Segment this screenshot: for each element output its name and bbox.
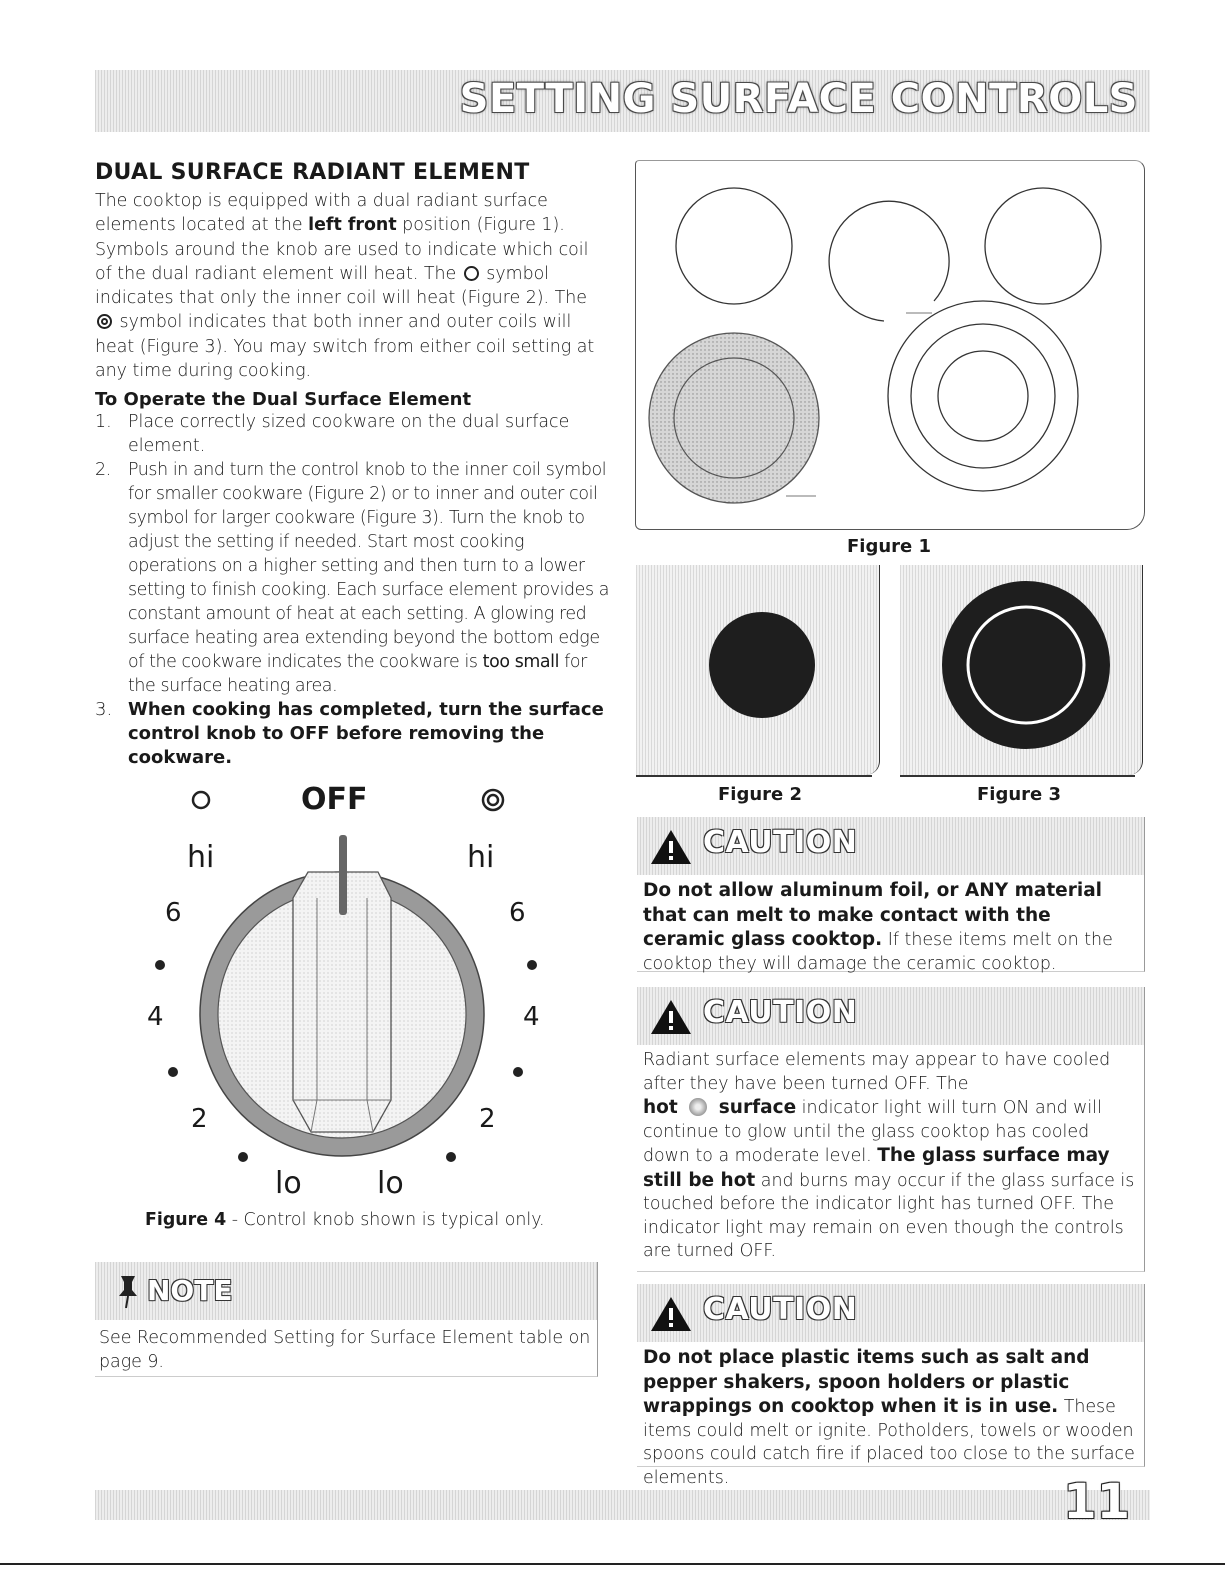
step-number: 2.: [95, 460, 111, 481]
note-header: [95, 1262, 597, 1320]
caution-lead: Do not allow aluminum foil, or ANY material that can melt to make contact with the ceramic glass cooktop.: [643, 880, 1103, 950]
caution-body-2: indicator light will turn ON and will continue to glow until the glass cooktop has cooled down to a moderate level.: [643, 1098, 1102, 1166]
intro-bold: left front: [308, 215, 397, 236]
control-knob-figure: [95, 780, 610, 1230]
caution-hot: hot: [643, 1097, 678, 1118]
figure-1-label: Figure 1: [847, 536, 932, 557]
caution-body: These items could melt or ignite. Potholders, towels or wooden spoons could catch fire if placed too close to the surface elements.: [643, 1397, 1135, 1488]
figure-3-label: Figure 3: [977, 784, 1062, 805]
caution-lead: Do not place plastic items such as salt and pepper shakers, spoon holders or plastic wrappings on cooktop when it is in use.: [643, 1347, 1090, 1417]
knob-six-right: 6: [509, 898, 526, 928]
caution-body-3: and burns may occur if the glass surface is touched before the indicator light has turned OFF. The indicator light may remain on even though the controls are turned OFF.: [643, 1170, 1135, 1261]
caution-body: If these items melt on the cooktop they will damage the ceramic cooktop.: [643, 930, 1113, 974]
list-item: [95, 410, 610, 458]
warning-icon: [649, 1294, 693, 1334]
caution-surface: surface: [718, 1097, 797, 1118]
intro-text-2: position (Figure 1). Symbols around the knob are used to indicate which coil of the dual radiant element will heat. The: [95, 215, 589, 284]
inner-coil-heating-icon: [636, 565, 880, 775]
figure-4-label: Figure 4: [145, 1210, 227, 1230]
knob-four-left: 4: [147, 1002, 164, 1032]
figure-2-baseline: [636, 775, 872, 777]
intro-text-3: symbol indicates that only the inner coil will heat (Figure 2). The: [95, 263, 587, 309]
step-text: When cooking has completed, turn the surface control knob to OFF before removing the cookware.: [128, 699, 604, 769]
caution-text: [637, 875, 1144, 980]
figure-2-label: Figure 2: [718, 784, 803, 805]
step-number: 1.: [95, 412, 112, 433]
step-text: Push in and turn the control knob to the inner coil symbol for smaller cookware (Figure 2) or to inner and outer coil symbol for larger cookware (Figure 3). Turn the knob to adjust the setting if needed. Start most cooking operations on a higher setting and then turn to a lower setting to finish cooking. Each surface element provides a constant amount of heat at each setting. A glowing red surface heating area extending beyond the bottom edge of the cookware indicates the cookware is: [128, 460, 610, 673]
warning-icon: [649, 997, 693, 1037]
figure-4-text: - Control knob shown is typical only.: [226, 1210, 545, 1230]
list-item: [95, 458, 610, 698]
figure-3-baseline: [900, 775, 1135, 777]
warning-icon: [649, 827, 693, 867]
caution-title: CAUTION: [703, 995, 858, 1030]
intro-paragraph: [95, 189, 610, 383]
footer-bar: [95, 1490, 1150, 1520]
caution-header: [637, 1284, 1144, 1342]
inner-coil-symbol-icon: [464, 266, 479, 281]
note-box: [95, 1262, 598, 1377]
caution-box-3: [637, 1284, 1145, 1488]
figure-4-caption: [145, 1210, 545, 1230]
caution-bold-2: The glass surface may still be hot: [643, 1145, 1110, 1191]
header-banner: [95, 70, 1150, 132]
list-item: [95, 698, 610, 770]
step-text: Place correctly sized cookware on the dual surface element.: [128, 412, 570, 457]
dual-coil-symbol-icon: [97, 314, 112, 329]
knob-six-left: 6: [165, 898, 182, 928]
caution-header: [637, 817, 1144, 875]
section-heading: DUAL SURFACE RADIANT ELEMENT: [95, 160, 530, 185]
intro-text-1: The cooktop is equipped with a dual radiant surface elements located at the: [95, 191, 548, 236]
page-number: 11: [1063, 1474, 1130, 1530]
dual-coil-heating-icon: [900, 565, 1143, 775]
caution-box-1: [637, 817, 1145, 972]
knob-off-label: OFF: [301, 782, 368, 817]
caution-header: [637, 987, 1144, 1045]
knob-lo-left: lo: [275, 1166, 302, 1201]
figure-3-dual-coil: [900, 565, 1143, 775]
intro-text-4: symbol indicates that both inner and outer coils will heat (Figure 3). You may switch from either coil setting at any time during cooking.: [95, 312, 595, 382]
caution-box-2: [637, 987, 1145, 1272]
note-text: See Recommended Setting for Surface Element table on page 9.: [99, 1328, 591, 1372]
operate-heading: To Operate the Dual Surface Element: [95, 389, 472, 411]
knob-hi-left: hi: [187, 840, 215, 875]
caution-title: CAUTION: [703, 1292, 858, 1327]
knob-two-left: 2: [191, 1104, 208, 1134]
knob-lo-right: lo: [377, 1166, 404, 1201]
steps-list: [95, 410, 610, 770]
knob-four-right: 4: [523, 1002, 540, 1032]
left-column: [95, 160, 610, 770]
note-title: NOTE: [147, 1274, 233, 1307]
hot-surface-indicator-icon: [689, 1098, 707, 1116]
step-text-end: for the surface heating area.: [128, 652, 587, 697]
step-number: 3.: [95, 699, 113, 721]
page-title: SETTING SURFACE CONTROLS: [459, 76, 1138, 122]
figure-1-cooktop: [635, 160, 1145, 530]
cooktop-diagram-icon: [636, 161, 1146, 531]
knob-hi-right: hi: [467, 840, 495, 875]
caution-body: Radiant surface elements may appear to have cooled after they have been turned OFF. The: [643, 1050, 1111, 1094]
knob-two-right: 2: [479, 1104, 496, 1134]
caution-text: [637, 1342, 1144, 1494]
caution-text: [637, 1045, 1144, 1268]
figure-2-inner-coil: [636, 565, 880, 775]
caution-title: CAUTION: [703, 825, 858, 860]
bottom-rule: [0, 1563, 1225, 1565]
pushpin-icon: [115, 1274, 141, 1310]
step-bold: too small: [482, 652, 560, 673]
